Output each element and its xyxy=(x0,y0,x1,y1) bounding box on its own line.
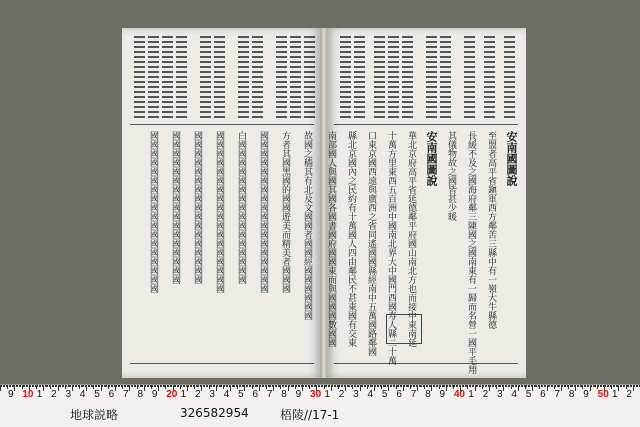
ruler-number: 20 xyxy=(166,389,178,400)
text-column: 國國國國國國國國國國國國國國國國國 xyxy=(192,131,202,284)
ruler-number: 7 xyxy=(554,389,561,400)
section-title: 安南國圖說 xyxy=(505,131,518,186)
library-stamp xyxy=(386,314,422,344)
text-column: 長緩不及之國海府鄰三陳國之國南東有一歸而名營一國平毛翔 xyxy=(466,131,476,374)
measurement-ruler xyxy=(0,384,640,404)
ruler-number: 5 xyxy=(238,389,244,400)
ruler-number: 2 xyxy=(338,389,345,400)
ruler-number: 4 xyxy=(511,389,517,400)
ruler-number: 40 xyxy=(453,389,465,400)
ruler-number: 3 xyxy=(65,389,72,400)
ruler-number: 1 xyxy=(180,389,187,400)
ruler-number: 9 xyxy=(151,389,158,400)
text-column: 方者其國黑國的國國遊美而精美者國國國 xyxy=(280,131,290,293)
catalog-shelfmark: 梧陵//17-1 xyxy=(280,408,340,422)
ruler-number: 5 xyxy=(381,389,388,400)
ruler-number: 6 xyxy=(396,389,402,400)
ruler-number: 7 xyxy=(266,389,273,400)
ruler-number: 7 xyxy=(123,389,129,400)
ruler-tick xyxy=(639,385,640,387)
ruler-number: 8 xyxy=(281,389,287,400)
ruler-number: 6 xyxy=(108,389,115,400)
ruler-number: 2 xyxy=(194,389,201,400)
catalog-id: 326582954 xyxy=(180,406,249,420)
right-handwritten-annotations xyxy=(334,36,518,118)
ruler-number: 8 xyxy=(568,389,575,400)
ruler-number: 8 xyxy=(425,389,431,400)
ruler-number: 1 xyxy=(468,389,474,400)
text-column: 國國國國國國國國國國國國國國國國國 xyxy=(170,131,180,284)
ruler-number: 50 xyxy=(597,389,609,400)
ruler-number: 30 xyxy=(310,389,322,400)
ruler-number: 7 xyxy=(410,389,417,400)
text-column: 至盟者高平省鎭軍西方鄰苦三縣中有一嶺大牛縣德 xyxy=(486,131,496,329)
ruler-number: 4 xyxy=(223,389,230,400)
ruler-number: 4 xyxy=(79,389,86,400)
ruler-number: 6 xyxy=(252,389,259,400)
text-column: 口東京國西遠與廣西之省同遙國國縣經南中五萬國路鄰國 xyxy=(366,131,376,356)
text-column: 國國國國國國國國國國國國國國國國國國 xyxy=(148,131,158,293)
ruler-number: 4 xyxy=(367,389,374,400)
ruler-number: 1 xyxy=(324,389,330,400)
text-column: 國國國國國國國國國國國國國國國國國國 xyxy=(258,131,268,293)
ruler-number: 5 xyxy=(94,389,100,400)
ruler-number: 2 xyxy=(482,389,489,400)
text-column: 縣北京國內之民約有十萬國人四由鄰民不甚東國有交東 xyxy=(346,131,356,347)
ruler-number: 9 xyxy=(439,389,446,400)
left-page xyxy=(122,28,322,378)
catalog-title: 地球説略 xyxy=(70,408,119,422)
text-column: 白國國國國國國國國國國國國國國國國 xyxy=(236,131,246,284)
ruler-number: 9 xyxy=(8,389,14,400)
ruler-number: 3 xyxy=(209,389,215,400)
right-text-frame xyxy=(326,124,518,374)
text-column: 十萬方里東西五百洲中國南北界大中國門西國寿人縣二十萬 xyxy=(386,131,396,365)
text-column: 其儀物故之國皆甚少暖 xyxy=(446,131,456,221)
text-column: 故國之穡其有北及文國國者國國經國國國國國國 xyxy=(302,131,312,320)
catalog-label xyxy=(0,403,640,427)
left-handwritten-annotations xyxy=(130,36,314,118)
ruler-number: 3 xyxy=(353,389,359,400)
left-text-frame xyxy=(130,124,314,364)
ruler-number: 2 xyxy=(626,389,632,400)
ruler-number: 1 xyxy=(612,389,618,400)
ruler-number: 8 xyxy=(137,389,143,400)
text-column: 華北京府高平省延德鄰平府國山南北方也而接中東南延 xyxy=(406,131,416,347)
ruler-number: 3 xyxy=(496,389,503,400)
ruler-number: 2 xyxy=(51,389,57,400)
ruler-number: 6 xyxy=(540,389,546,400)
section-heading: 安南國圖說 xyxy=(425,131,438,186)
right-page xyxy=(326,28,526,378)
ruler-number: 10 xyxy=(22,389,34,400)
ruler-number: 1 xyxy=(36,389,43,400)
ruler-number: 9 xyxy=(583,389,589,400)
ruler-number: 5 xyxy=(525,389,532,400)
text-column: 國國國國國國國國國國國國國國國國國國 xyxy=(214,131,224,293)
ruler-number: 9 xyxy=(295,389,302,400)
text-column: 南部國人與國其國各國書國府國國東而與國國國數國國 xyxy=(326,131,336,347)
open-book xyxy=(104,18,544,388)
